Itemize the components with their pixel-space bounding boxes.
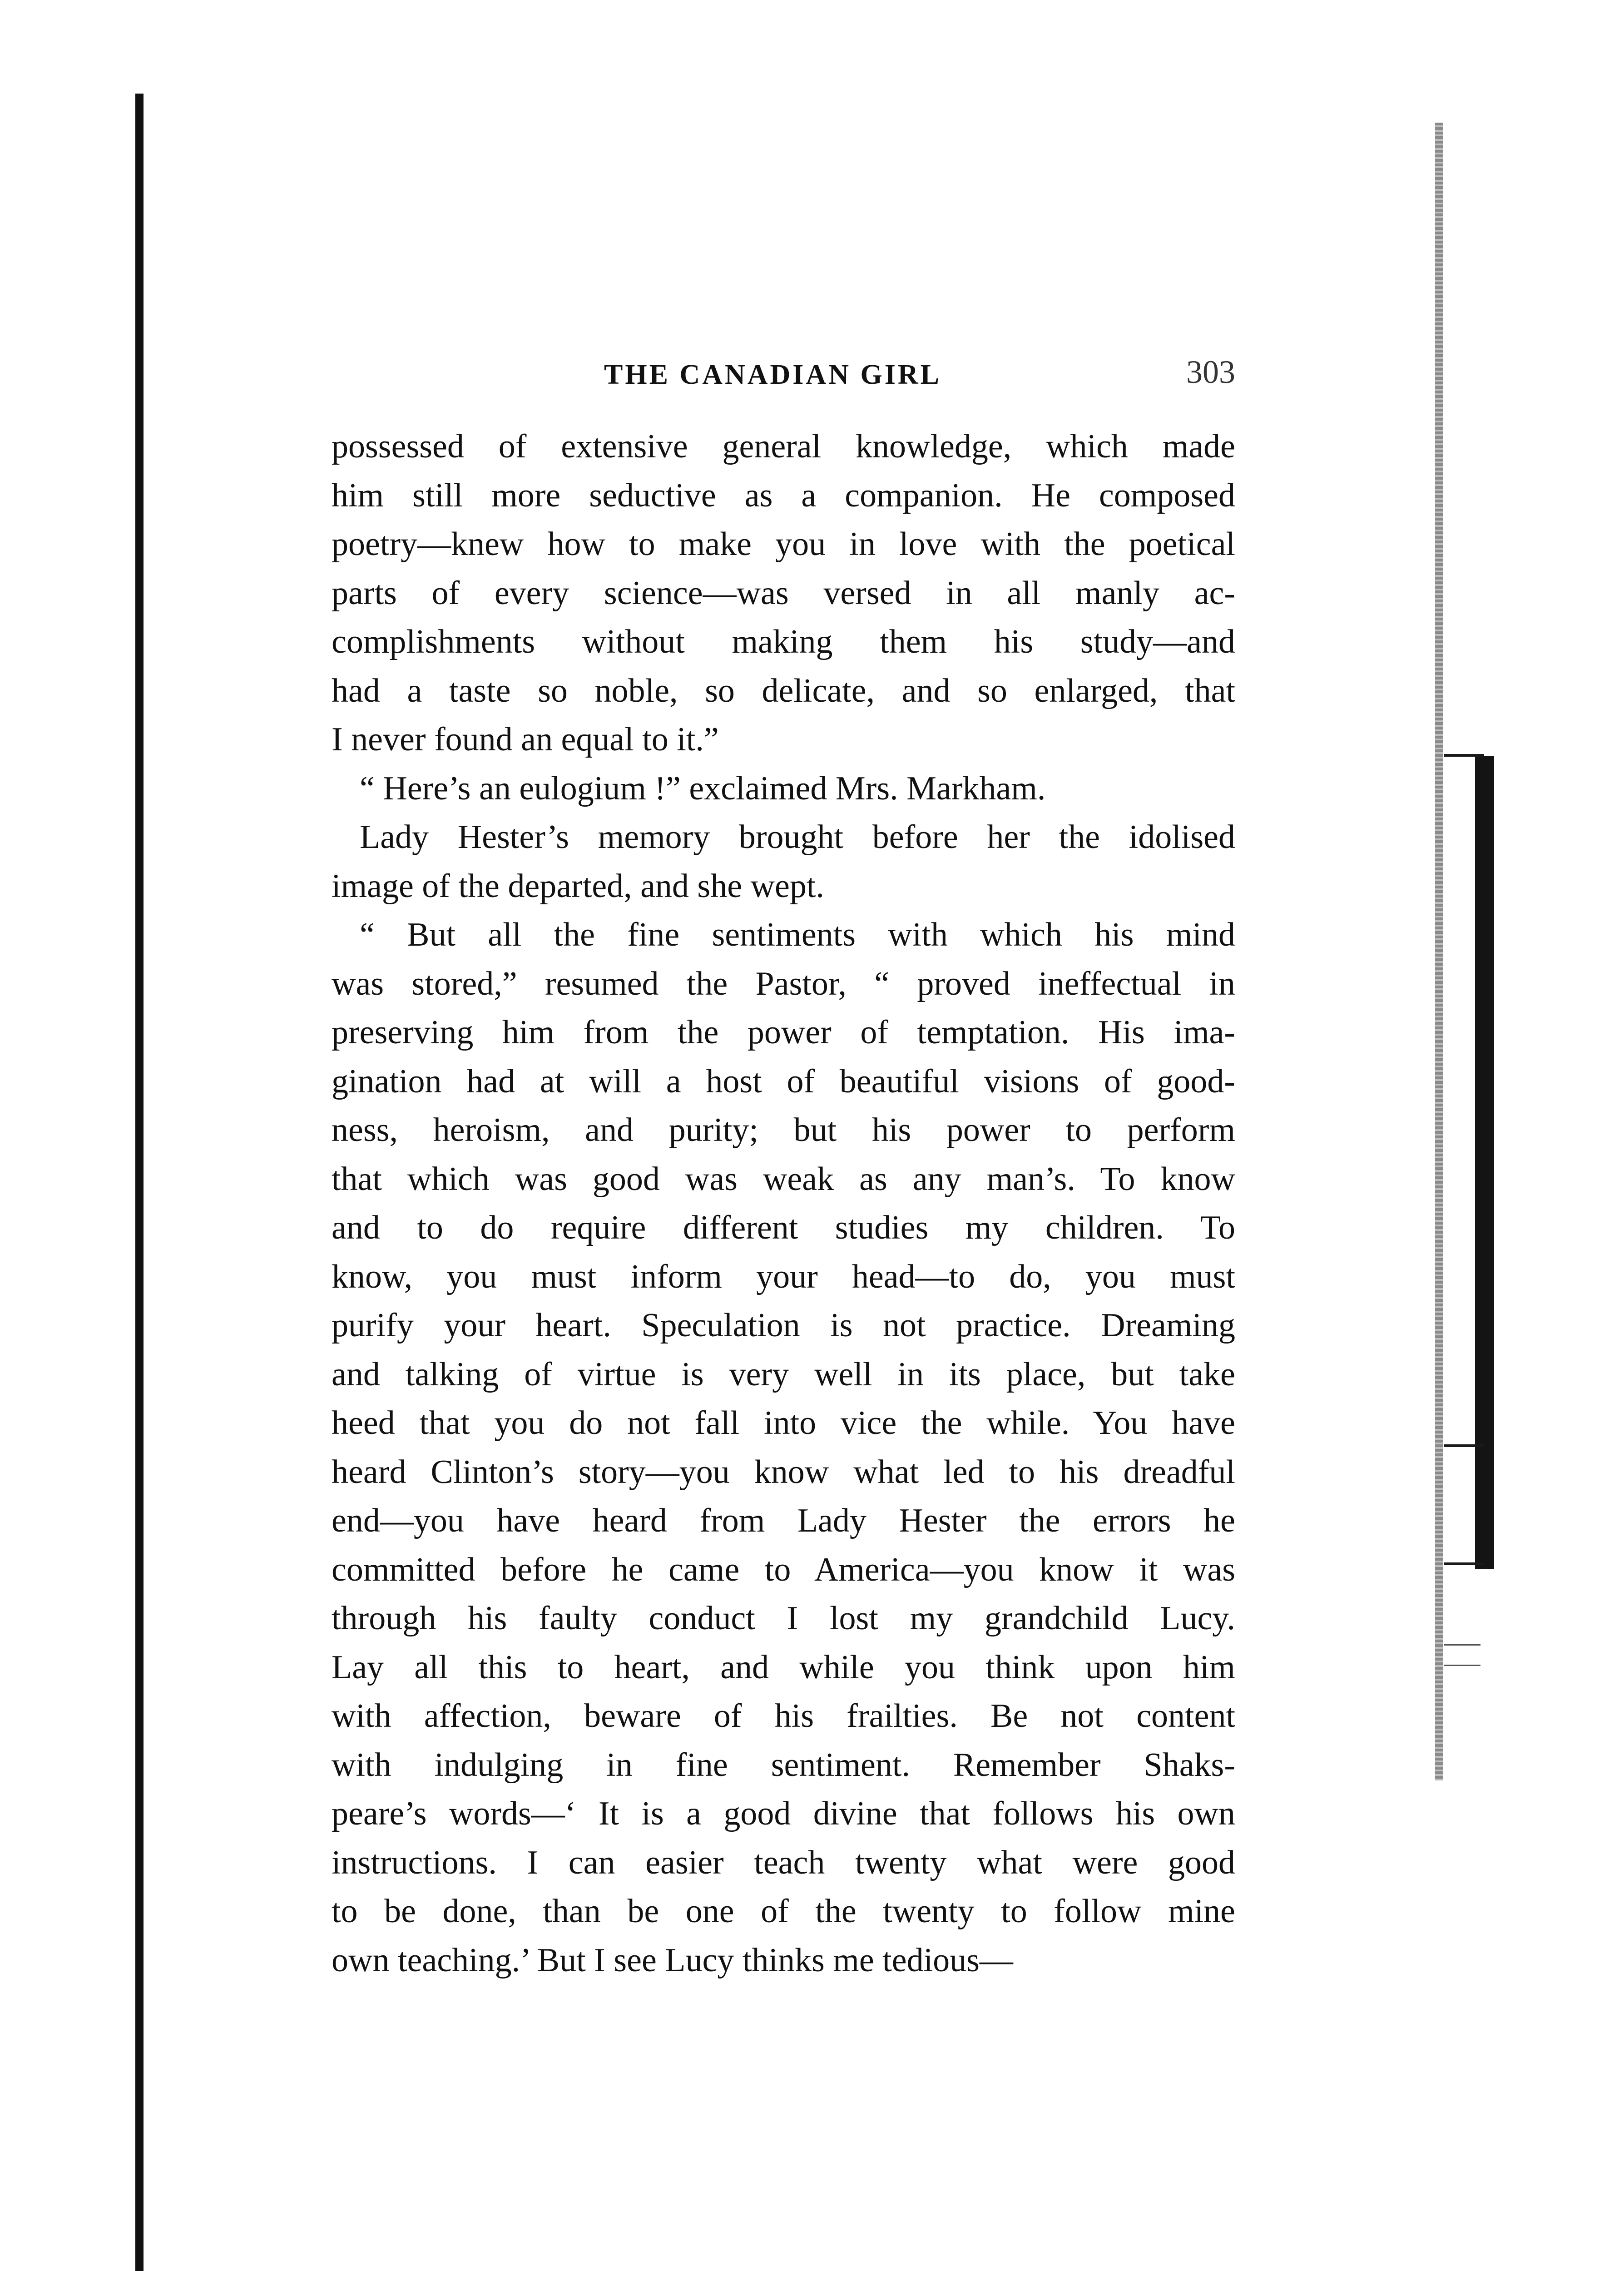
text-line: complishments without making them his study—and: [332, 623, 1235, 660]
text-line: Lady Hester’s memory brought before her the idolised: [360, 818, 1235, 856]
text-line: gination had at will a host of beautiful visions of good-: [332, 1062, 1235, 1100]
text-line: I never found an equal to it.”: [332, 721, 719, 758]
text-line: preserving him from the power of temptation. His ima-: [332, 1014, 1235, 1051]
text-line: Lay all this to heart, and while you think upon him: [332, 1648, 1235, 1686]
text-line: that which was good was weak as any man’s. To know: [332, 1160, 1235, 1198]
text-line: and talking of virtue is very well in its place, but take: [332, 1355, 1235, 1393]
text-line: purify your heart. Speculation is not practice. Dreaming: [332, 1307, 1235, 1344]
text-line: own teaching.’ But I see Lucy thinks me tedious—: [332, 1941, 1013, 1979]
text-line: peare’s words—‘ It is a good divine that follows his own: [332, 1795, 1235, 1832]
text-line: to be done, than be one of the twenty to follow mine: [332, 1893, 1235, 1930]
text-line: through his faulty conduct I lost my grandchild Lucy.: [332, 1600, 1235, 1637]
page-header: [332, 354, 1235, 400]
text-line: ness, heroism, and purity; but his power to perform: [332, 1111, 1235, 1149]
text-line: poetry—knew how to make you in love with the poetical: [332, 526, 1235, 563]
text-line: was stored,” resumed the Pastor, “ proved ineffectual in: [332, 965, 1235, 1002]
scan-gutter-edge: [1435, 123, 1443, 1780]
binding-edge: [135, 94, 144, 2271]
scan-artifact-bar: [1475, 1453, 1494, 1549]
text-line: with affection, beware of his frailties. Be not content: [332, 1697, 1235, 1735]
scan-artifact-line: [1444, 1444, 1484, 1447]
scan-artifact-line: [1444, 1562, 1484, 1565]
text-line: instructions. I can easier teach twenty what were good: [332, 1844, 1235, 1881]
text-line: him still more seductive as a companion. He composed: [332, 476, 1235, 514]
text-line: “ Here’s an eulogium !” exclaimed Mrs. Markham.: [360, 769, 1046, 807]
page-number: 303: [1186, 354, 1235, 390]
scan-artifact-line: [1444, 1665, 1480, 1666]
text-line: parts of every science—was versed in all manly ac-: [332, 574, 1235, 612]
text-line: heed that you do not fall into vice the while. You have: [332, 1404, 1235, 1442]
text-line: “ But all the fine sentiments with which his mind: [360, 916, 1235, 953]
text-line: know, you must inform your head—to do, you must: [332, 1258, 1235, 1295]
text-line: and to do require different studies my children. To: [332, 1209, 1235, 1246]
scan-artifact-line: [1444, 754, 1484, 757]
text-line: committed before he came to America—you know it was: [332, 1551, 1235, 1588]
text-line: with indulging in fine sentiment. Remember Shaks-: [332, 1746, 1235, 1784]
scan-artifact-line: [1444, 1644, 1480, 1646]
body-text: [332, 422, 1235, 1985]
running-head: THE CANADIAN GIRL: [604, 359, 941, 390]
scan-artifact-bar: [1475, 756, 1494, 1569]
text-line: possessed of extensive general knowledge, which made: [332, 428, 1235, 465]
text-line: had a taste so noble, so delicate, and so enlarged, that: [332, 672, 1235, 709]
text-line: image of the departed, and she wept.: [332, 867, 824, 905]
text-line: heard Clinton’s story—you know what led to his dreadful: [332, 1453, 1235, 1491]
text-line: end—you have heard from Lady Hester the errors he: [332, 1502, 1235, 1539]
